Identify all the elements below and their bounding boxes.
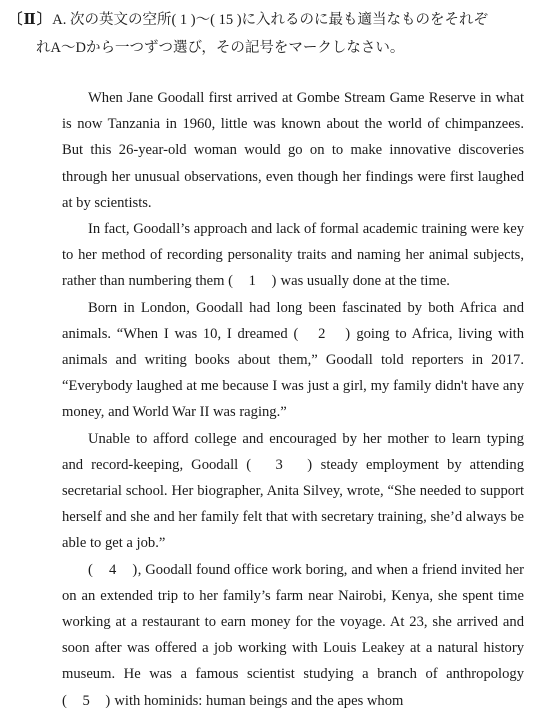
instruction-text-1: A. 次の英文の空所( 1 )～( 15 )に入れるのに最も適当なものをそれぞ [52, 12, 489, 28]
instructions [8, 6, 548, 62]
blank-2: ( 2 ) [293, 325, 351, 342]
passage [62, 85, 524, 714]
paragraph-3 [62, 295, 524, 426]
paragraph-2-text-before: In fact, Goodall’s approach and lack of formal academic training were key to her method of recording personality traits and naming her animal subjects, rather than numbering them [62, 221, 524, 290]
blank-3: ( 3 ) [246, 456, 313, 473]
section-marker: 〔Ⅱ〕 [8, 12, 53, 28]
paragraph-3-text-after: going to Africa, living with animals and writing books about them,” Goodall told reporters in 2017. “Everybody laughed at me because I was just a girl, my family didn't have any money, and World War II was raging.” [62, 325, 524, 421]
blank-1: ( 1 ) [228, 273, 277, 290]
paragraph-4 [62, 426, 524, 557]
instruction-line-2: れA～Dから一つずつ選び，その記号をマークしなさい。 [36, 40, 405, 56]
paragraph-5-text: , Goodall found office work boring, and when a friend invited her on an extended trip to her family’s farm near Nairobi, Kenya, she spent time working at a restaurant to earn money for the voyage. At 23, she arrived and soon after was offered a job working with Louis Leakey at a natural history museum. He was a famous scientist studying a branch of anthropology [62, 561, 524, 683]
paragraph-5 [62, 557, 524, 714]
paragraph-1: When Jane Goodall first arrived at Gombe Stream Game Reserve in what is now Tanzania in 1960, little was known about the world of chimpanzees. But this 26-year-old woman would go on to make innovative discoveries through her unusual observations, even though her findings were first laughed at by scientists. [62, 90, 524, 211]
instruction-line-1 [8, 6, 548, 34]
paragraph-4-text-after: steady employment by attending secretarial school. Her biographer, Anita Silvey, wrote, “She needed to support herself and she and her family felt that with secretary training, she’d always be able to get a job.” [62, 456, 524, 552]
paragraph-2-text-after: was usually done at the time. [280, 273, 450, 290]
blank-4: ( 4 ) [88, 561, 138, 578]
blank-5: ( 5 ) [62, 692, 111, 709]
paragraph-3-text-before: Born in London, Goodall had long been fascinated by both Africa and animals. “When I was 10, I dreamed [62, 299, 524, 342]
paragraph-4-text-before: Unable to afford college and encouraged by her mother to learn typing and record-keeping, Goodall [62, 430, 524, 473]
paragraph-5-text-end: with hominids: human beings and the apes whom [114, 692, 404, 709]
paragraph-2 [62, 216, 524, 295]
